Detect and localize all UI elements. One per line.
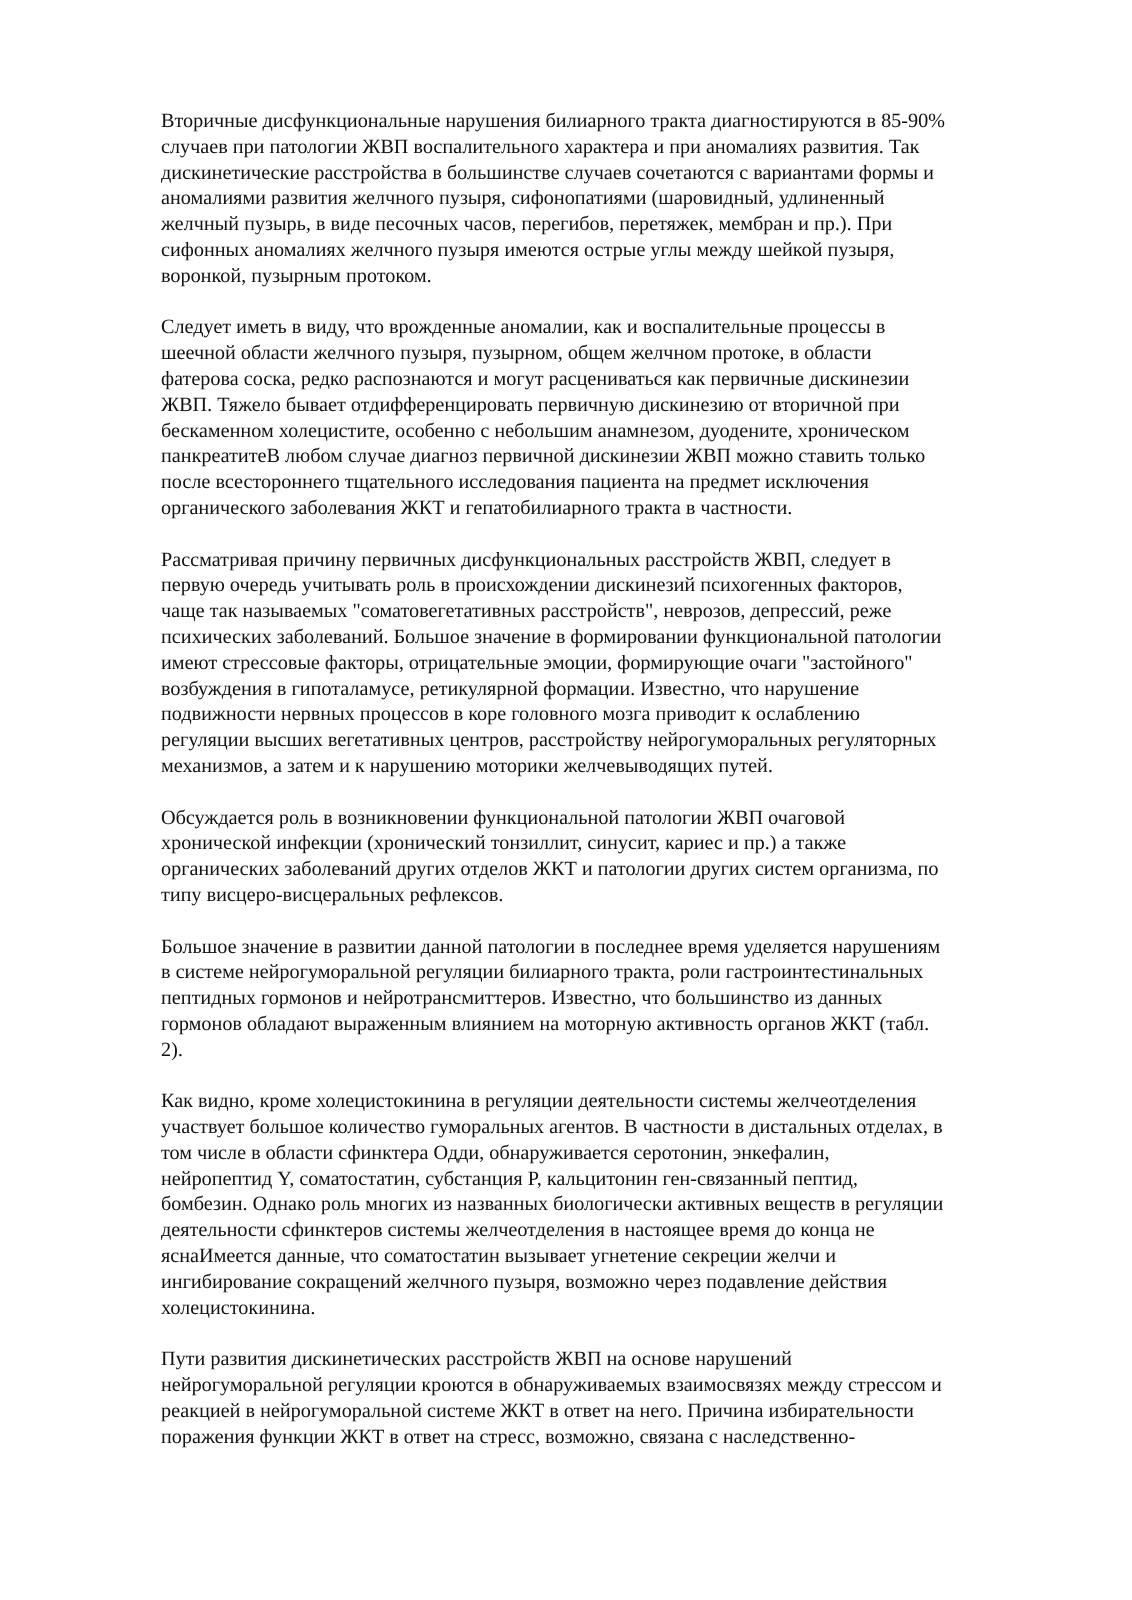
text-line: желчный пузырь, в виде песочных часов, перегибов, перетяжек, мембран и пр.). При [161,213,893,236]
text-line: органических заболеваний других отделов ЖКТ и патологии других систем организма, по [161,858,939,881]
paragraph-neurohumoral-regulation [161,935,1051,1064]
text-line: шеечной области желчного пузыря, пузырном, общем желчном протоке, в области [161,342,872,365]
text-line: чаще так называемых "соматовегетативных расстройств", неврозов, депрессий, реже [161,600,892,623]
text-line: поражения функции ЖКТ в ответ на стресс, возможно, связана с наследственно- [161,1425,856,1448]
text-line: аномалиями развития желчного пузыря, сифонопатиями (шаровидный, удлиненный [161,187,885,210]
text-line: Обсуждается роль в возникновении функциональной патологии ЖВП очаговой [161,806,846,829]
text-line: Большое значение в развитии данной патологии в последнее время уделяется нарушениям [161,935,941,958]
text-line: Как видно, кроме холецистокинина в регуляции деятельности системы желчеотделения [161,1090,917,1113]
text-line: первую очередь учитывать роль в происхождении дискинезий психогенных факторов, [161,574,903,597]
text-line: в системе нейрогуморальной регуляции билиарного тракта, роли гастроинтестинальных [161,961,924,984]
text-line: бомбезин. Однако роль многих из названных биологически активных веществ в регуляции [161,1193,944,1216]
text-line: после всестороннего тщательного исследования пациента на предмет исключения [161,471,869,494]
text-line: воронкой, пузырным протоком. [161,264,432,287]
paragraph-congenital-anomalies [161,315,1051,521]
text-line: реакцией в нейрогуморальной системе ЖКТ в ответ на него. Причина избирательности [161,1399,914,1422]
text-line: Вторичные дисфункциональные нарушения билиарного тракта диагностируются в 85-90% [161,110,945,132]
text-line: ЖВП. Тяжело бывает отдифференцировать первичную дискинезию от вторичной при [161,393,900,416]
text-line: фатерова соска, редко распознаются и могут расцениваться как первичные дискинезии [161,367,910,390]
text-line: том числе в области сфинктера Одди, обнаруживается серотонин, энкефалин, [161,1141,830,1164]
text-line: панкреатитеВ любом случае диагноз первичной дискинезии ЖВП можно ставить только [161,445,926,468]
text-line: возбуждения в гипоталамусе, ретикулярной формации. Известно, что нарушение [161,677,860,700]
text-line: холецистокинина. [161,1296,316,1319]
text-line: яснаИмеется данные, что соматостатин вызывает угнетение секреции желчи и [161,1245,837,1268]
text-line: регуляции высших вегетативных центров, расстройству нейрогуморальных регуляторных [161,729,937,752]
paragraph-psychogenic-factors [161,548,1051,780]
text-line: Рассматривая причину первичных дисфункциональных расстройств ЖВП, следует в [161,548,891,571]
paragraph-stress-pathways [161,1347,1051,1450]
text-line: деятельности сфинктеров системы желчеотделения в настоящее время до конца не [161,1219,875,1242]
text-line: Пути развития дискинетических расстройств ЖВП на основе нарушений [161,1348,792,1371]
paragraph-chronic-infection [161,806,1051,909]
text-line: гормонов обладают выраженным влиянием на моторную активность органов ЖКТ (табл. [161,1012,930,1035]
text-line: бескаменном холецистите, особенно с небольшим анамнезом, дуодените, хроническом [161,419,910,442]
text-line: психических заболеваний. Большое значение в формировании функциональной патологии [161,625,942,648]
text-line: дискинетические расстройства в большинстве случаев сочетаются с вариантами формы и [161,161,934,184]
text-line: хронической инфекции (хронический тонзиллит, синусит, кариес и пр.) а также [161,832,847,855]
document-body [161,109,1051,1476]
text-line: механизмов, а затем и к нарушению моторики желчевыводящих путей. [161,754,773,777]
text-line: подвижности нервных процессов в коре головного мозга приводит к ослаблению [161,703,860,726]
text-line: типу висцеро-висцеральных рефлексов. [161,883,504,906]
text-line: участвует большое количество гуморальных агентов. В частности в дистальных отделах, в [161,1116,943,1139]
text-line: Следует иметь в виду, что врожденные аномалии, как и воспалительные процессы в [161,316,886,339]
text-line: случаев при патологии ЖВП воспалительного характера и при аномалиях развития. Так [161,135,920,158]
text-line: сифонных аномалиях желчного пузыря имеются острые углы между шейкой пузыря, [161,238,895,261]
text-line: ингибирование сокращений желчного пузыря, возможно через подавление действия [161,1270,888,1293]
text-line: 2). [161,1038,183,1061]
paragraph-secondary-dysfunction [161,109,1051,290]
text-line: пептидных гормонов и нейротрансмиттеров. Известно, что большинство из данных [161,987,883,1010]
text-line: нейрогуморальной регуляции кроются в обнаруживаемых взаимосвязях между стрессом и [161,1374,942,1397]
text-line: имеют стрессовые факторы, отрицательные эмоции, формирующие очаги "застойного" [161,651,913,674]
text-line: нейропептид Y, соматостатин, субстанция P, кальцитонин ген-связанный пептид, [161,1167,858,1190]
paragraph-humoral-agents [161,1089,1051,1321]
text-line: органического заболевания ЖКТ и гепатобилиарного тракта в частности. [161,496,793,519]
